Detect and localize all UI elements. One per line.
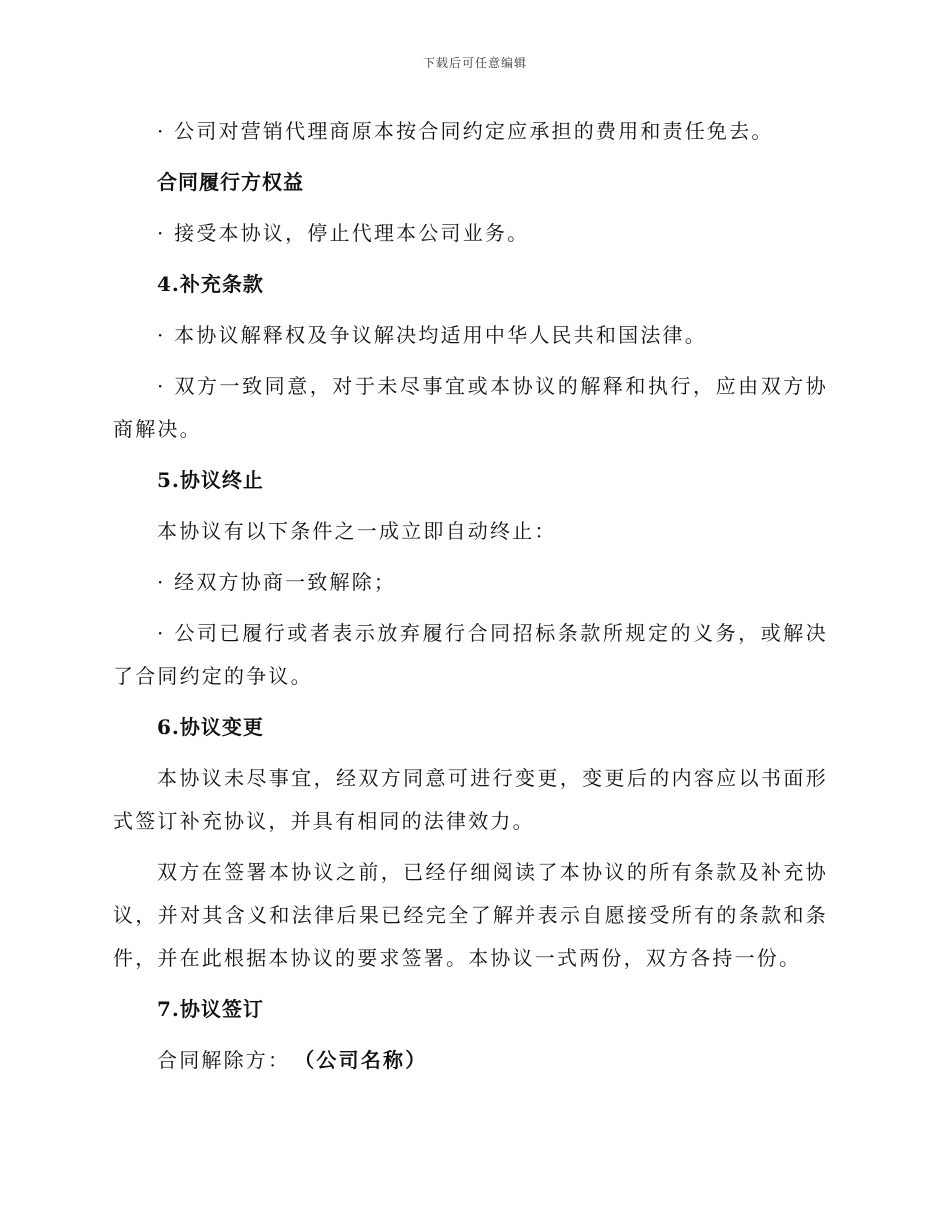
paragraph-accept-agreement: · 接受本协议，停止代理本公司业务。 <box>157 221 530 245</box>
paragraph-amendment-terms: 本协议未尽事宜，经双方同意可进行变更，变更后的内容应以书面形式签订补充协议，并具有相同的法律效力。 <box>113 766 828 833</box>
heading-amendment: 6.协议变更 <box>157 715 264 739</box>
paragraph-cost-exemption: · 公司对营销代理商原本按合同约定应承担的费用和责任免去。 <box>157 119 774 143</box>
paragraph-negotiation: · 双方一致同意，对于未尽事宜或本协议的解释和执行，应由双方协商解决。 <box>113 374 828 441</box>
signature-label: 合同解除方： <box>157 1048 291 1072</box>
paragraph-mutual-release: · 经双方协商一致解除； <box>157 570 397 594</box>
header-note: 下载后可任意编辑 <box>422 56 527 70</box>
heading-supplementary-terms: 4.补充条款 <box>157 272 264 296</box>
paragraph-governing-law: · 本协议解释权及争议解决均适用中华人民共和国法律。 <box>157 323 707 347</box>
signature-line <box>113 1039 828 1082</box>
signature-company: （公司名称） <box>304 1048 428 1072</box>
heading-performer-rights: 合同履行方权益 <box>157 170 304 194</box>
paragraph-obligations-fulfilled: · 公司已履行或者表示放弃履行合同招标条款所规定的义务，或解决了合同约定的争议。 <box>113 621 828 688</box>
heading-signing: 7.协议签订 <box>157 997 264 1021</box>
paragraph-termination-conditions: 本协议有以下条件之一成立即自动终止： <box>157 519 557 543</box>
document-body <box>113 110 828 1082</box>
heading-termination: 5.协议终止 <box>157 468 264 492</box>
paragraph-acknowledgement: 双方在签署本协议之前，已经仔细阅读了本协议的所有条款及补充协议，并对其含义和法律后果已经完全了解并表示自愿接受所有的条款和条件，并在此根据本协议的要求签署。本协议一式两份，双方各持一份。 <box>113 860 828 970</box>
